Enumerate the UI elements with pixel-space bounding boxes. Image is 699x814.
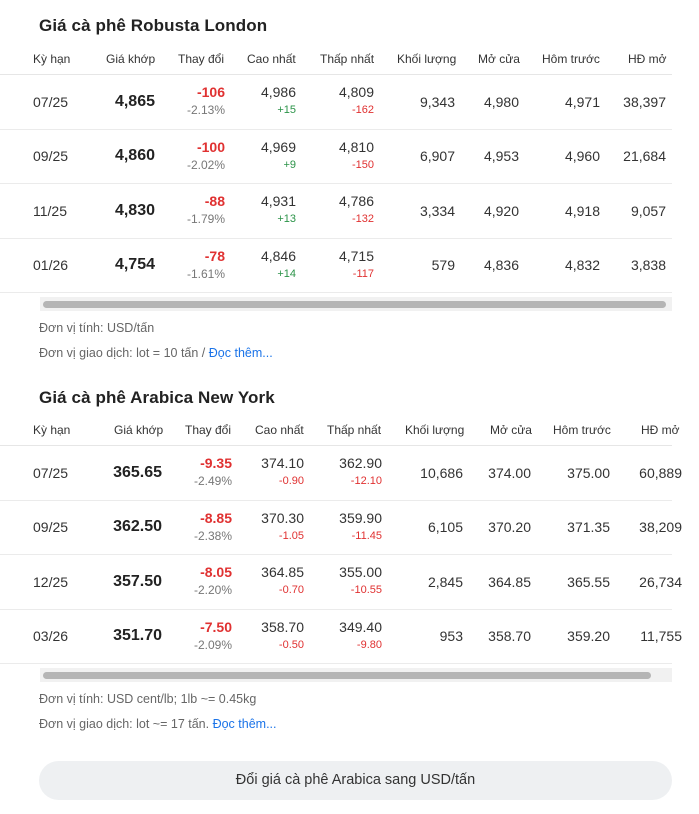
low-diff: -150 [351,158,374,171]
open-cell: 4,953 [483,148,519,165]
low-value: 4,809 [338,84,374,100]
prev-close-cell: 4,918 [564,202,600,219]
change-value: -88 [204,193,225,209]
table-row[interactable] [0,501,682,556]
open-cell: 370.20 [488,519,531,536]
change-value: -78 [204,247,225,264]
header-oi[interactable]: HĐ mở [628,52,667,66]
term-cell: 09/25 [33,519,69,536]
header-low[interactable]: Thấp nhất [327,423,382,437]
high-diff: -0.50 [278,638,304,651]
volume-cell: 579 [431,257,455,274]
high-diff: +13 [277,213,296,225]
open-interest-cell: 9,057 [630,202,666,219]
prev-close-cell: 371.35 [567,519,610,536]
low-value: 4,786 [338,193,374,209]
low-value: 4,810 [338,138,374,155]
arabica-lot-note [39,717,277,731]
arabica-scrollbar[interactable] [40,668,672,682]
change-value: -9.35 [200,455,232,471]
high-value: 358.70 [261,618,304,635]
open-interest-cell: 38,397 [623,93,666,110]
term-cell: 07/25 [33,93,69,110]
open-interest-cell: 3,838 [630,257,666,274]
term-cell: 11/25 [33,202,67,219]
high-diff: +9 [283,158,296,171]
arabica-lot-text: Đơn vị giao dịch: lot ~= 17 tấn. [39,717,213,731]
change-percent: -2.13% [186,103,225,117]
open-cell: 4,920 [483,202,519,219]
high-diff: -0.70 [278,584,304,596]
table-row[interactable] [0,130,672,185]
term-cell: 01/26 [33,257,69,274]
robusta-scroll-thumb[interactable] [43,301,666,308]
table-row[interactable] [0,446,682,501]
arabica-unit-note: Đơn vị tính: USD cent/lb; 1lb ~= 0.45kg [39,692,257,706]
robusta-lot-note [39,346,273,360]
change-percent: -2.02% [186,157,225,172]
volume-cell: 2,845 [427,573,463,590]
change-value: -7.50 [200,618,232,635]
match-price-cell: 365.65 [113,463,162,481]
match-price-cell: 4,754 [114,256,155,274]
table-row[interactable] [0,239,672,294]
high-value: 374.10 [261,455,304,471]
low-diff: -132 [351,213,374,225]
match-price-cell: 4,830 [114,201,155,219]
change-value: -106 [196,84,225,100]
header-prev[interactable]: Hôm trước [542,52,600,66]
arabica-read-more-link[interactable]: Đọc thêm... [212,717,277,731]
high-value: 4,986 [260,84,296,100]
robusta-unit-note: Đơn vị tính: USD/tấn [39,321,155,335]
header-match[interactable]: Giá khớp [106,52,156,66]
match-price-cell: 4,860 [114,147,155,165]
robusta-lot-text: Đơn vị giao dịch: lot = 10 tấn / [39,346,209,360]
open-cell: 364.85 [488,573,531,590]
volume-cell: 3,334 [419,202,455,219]
header-oi[interactable]: HĐ mở [641,423,680,437]
volume-cell: 6,907 [419,148,455,165]
change-percent: -2.49% [193,474,232,488]
header-open[interactable]: Mở cửa [478,52,520,66]
term-cell: 12/25 [33,573,69,590]
change-value: -8.05 [200,564,232,580]
arabica-title: Giá cà phê Arabica New York [39,388,275,407]
high-value: 4,846 [260,247,296,264]
prev-close-cell: 375.00 [567,464,610,481]
low-diff: -10.55 [350,584,382,596]
robusta-table-header [0,43,672,75]
change-percent: -2.38% [193,528,232,543]
open-interest-cell: 38,209 [639,519,682,536]
robusta-title: Giá cà phê Robusta London [39,16,268,35]
header-open[interactable]: Mở cửa [490,423,532,437]
prev-close-cell: 4,960 [564,148,600,165]
arabica-table-header [0,414,680,446]
volume-cell: 953 [439,628,463,645]
volume-cell: 10,686 [420,464,463,481]
header-term[interactable]: Kỳ hạn [33,52,71,66]
prev-close-cell: 4,971 [564,93,600,110]
robusta-scrollbar[interactable] [40,297,672,311]
match-price-cell: 4,865 [114,92,155,110]
low-diff: -9.80 [356,638,382,651]
table-row[interactable] [0,610,682,665]
table-row[interactable] [0,184,672,239]
term-cell: 09/25 [33,148,69,165]
change-percent: -2.20% [193,583,232,597]
open-interest-cell: 26,734 [639,573,682,590]
low-diff: -12.10 [350,475,382,487]
high-value: 370.30 [261,509,304,526]
high-value: 364.85 [261,564,304,580]
high-value: 4,931 [260,193,296,209]
low-diff: -11.45 [351,529,382,542]
high-diff: +15 [277,104,296,116]
volume-cell: 9,343 [419,93,455,110]
open-cell: 374.00 [488,464,531,481]
change-value: -8.85 [200,509,232,526]
volume-cell: 6,105 [427,519,463,536]
arabica-table [0,414,682,664]
low-value: 362.90 [339,455,382,471]
match-price-cell: 362.50 [113,518,162,536]
table-row[interactable] [0,555,682,610]
robusta-table [0,43,672,293]
low-diff: -162 [351,104,374,116]
header-volume[interactable]: Khối lượng [397,52,457,66]
convert-arabica-button[interactable]: Đổi giá cà phê Arabica sang USD/tấn [39,761,672,800]
low-value: 349.40 [339,618,382,635]
high-diff: -0.90 [278,475,304,487]
change-percent: -1.61% [186,266,225,281]
header-volume[interactable]: Khối lượng [405,423,465,437]
arabica-scroll-thumb[interactable] [43,672,651,679]
header-prev[interactable]: Hôm trước [553,423,611,437]
header-match[interactable]: Giá khớp [114,423,164,437]
high-diff: -1.05 [278,529,304,542]
high-value: 4,969 [260,138,296,155]
prev-close-cell: 359.20 [567,628,610,645]
prev-close-cell: 4,832 [564,257,600,274]
header-change[interactable]: Thay đổi [178,52,225,66]
low-diff: -117 [352,267,374,280]
open-interest-cell: 21,684 [623,148,666,165]
open-interest-cell: 60,889 [639,464,682,481]
table-row[interactable] [0,75,672,130]
term-cell: 03/26 [33,628,69,645]
header-high[interactable]: Cao nhất [255,423,304,437]
header-change[interactable]: Thay đổi [185,423,232,437]
high-diff: +14 [277,267,296,280]
low-value: 355.00 [339,564,382,580]
change-percent: -1.79% [186,212,225,226]
open-cell: 4,836 [483,257,519,274]
low-value: 359.90 [339,509,382,526]
match-price-cell: 357.50 [113,572,162,590]
low-value: 4,715 [338,247,374,264]
header-high[interactable]: Cao nhất [247,52,296,66]
open-cell: 4,980 [483,93,519,110]
term-cell: 07/25 [33,464,69,481]
header-term[interactable]: Kỳ hạn [33,423,71,437]
open-interest-cell: 11,755 [640,628,682,645]
prev-close-cell: 365.55 [567,573,610,590]
open-cell: 358.70 [488,628,531,645]
robusta-read-more-link[interactable]: Đọc thêm... [208,346,273,360]
change-value: -100 [196,138,225,155]
change-percent: -2.09% [193,637,232,652]
match-price-cell: 351.70 [113,627,162,645]
header-low[interactable]: Thấp nhất [320,52,375,66]
